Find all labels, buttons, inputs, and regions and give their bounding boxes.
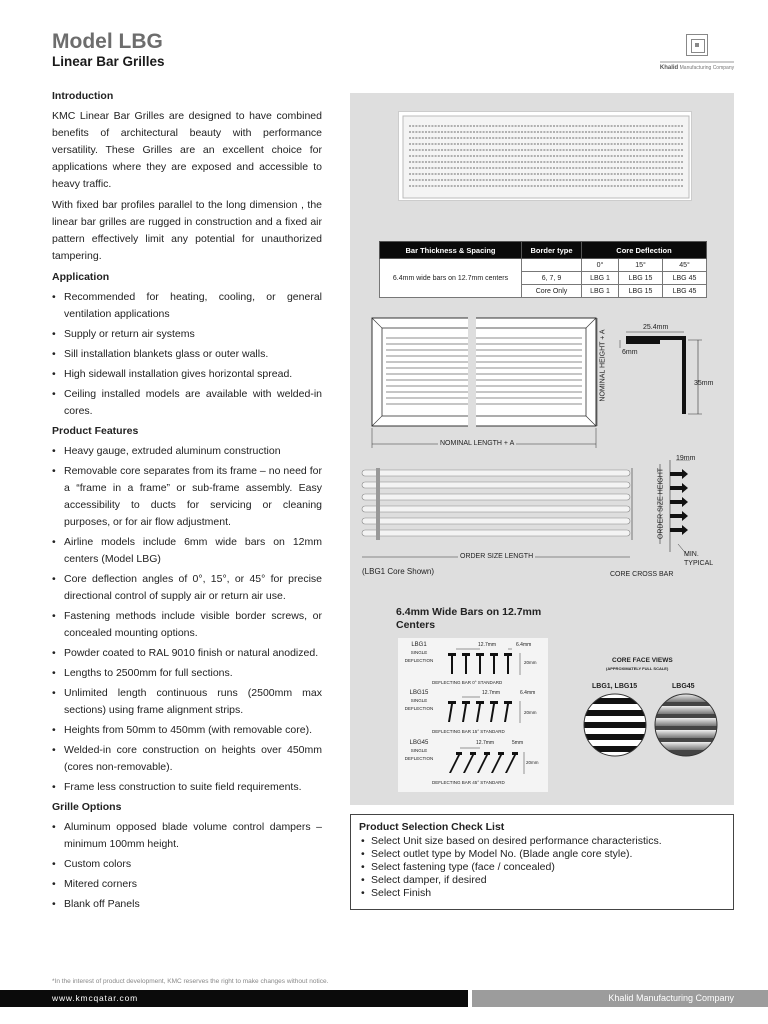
logo-square-icon [686,34,708,56]
list-item: • Lengths to 2500mm for full sections. [52,665,322,682]
lbg1-label: LBG1 SINGLE DEFLECTION [404,642,434,663]
list-item: • Custom colors [52,856,322,873]
features-list [52,443,322,796]
table-cell: LBG 15 [619,272,663,285]
features-heading: Product Features [52,425,139,437]
checklist-item: • Select outlet type by Model No. (Blade angle core style). [359,848,725,861]
list-item: • Heavy gauge, extruded aluminum construction [52,443,322,460]
min-typical-label: MIN. TYPICAL [684,551,714,567]
grille-photo-graphic [399,112,692,201]
application-heading: Application [52,271,110,283]
bars-section-title: 6.4mm Wide Bars on 12.7mm Centers [396,606,542,631]
list-item: • Heights from 50mm to 450mm (with removable core). [52,722,322,739]
lbg15-depth-label: 20mm [524,710,537,715]
table-cell: LBG 1 [582,272,619,285]
frame-section-drawing [610,320,720,420]
core-cross-bar-label: CORE CROSS BAR [610,571,674,578]
list-item: • Aluminum opposed blade volume control dampers – minimum 100mm height. [52,819,322,853]
list-item: • Powder coated to RAL 9010 finish or natural anodized. [52,645,322,662]
dim-19mm-label: 19mm [676,455,696,462]
lbg1-caption: DEFLECTING BAR 0° STANDARD [432,680,503,685]
list-item: • Supply or return air systems [52,326,322,343]
lbg45-label: LBG45 SINGLE DEFLECTION [404,740,434,761]
table-cell [522,259,582,272]
logo-arabic-text [660,61,734,63]
options-list [52,819,322,913]
list-item: • Unlimited length continuous runs (2500mm max sections) using frame alignment strips. [52,685,322,719]
footer-website[interactable]: www.kmcqatar.com [0,990,468,1007]
lbg45-spacing-label: 12.7mm [476,740,495,746]
core-face-views-graphic [582,692,728,758]
company-logo [656,34,738,71]
page-title: Model LBG [52,30,163,53]
lbg15-spacing-label: 12.7mm [482,690,501,696]
table-header: Bar Thickness & Spacing [380,242,522,259]
lbg1-depth-label: 20mm [524,660,537,665]
intro-paragraph-1: KMC Linear Bar Grilles are designed to have combined benefits of architectural beauty with performance versatility. These Grilles are an excellent choice for applications where they are exposed and accessible to heavy traffic. [52,110,322,190]
front-elevation-drawing [368,316,600,450]
list-item: • Fastening methods include visible border screws, or concealed mounting options. [52,608,322,642]
core-deflection-table [379,241,707,298]
checklist-item: • Select Unit size based on desired performance characteristics. [359,835,725,848]
list-item: • Removable core separates from its frame – no need for a “frame in a frame” or sub-frame assembly. Easy accessibility to ducts for servicing or cleaning purposes, or for air flow adjustment. [52,463,322,531]
checklist-item: • Select Finish [359,887,725,900]
table-cell: LBG 45 [663,285,707,298]
application-list [52,289,322,420]
list-item: • Recommended for heating, cooling, or general ventilation applications [52,289,322,323]
nominal-height-label: NOMINAL HEIGHT + A [600,321,607,411]
table-cell: 15° [619,259,663,272]
table-cell: Core Only [522,285,582,298]
list-item: • Sill installation blankets glass or outer walls. [52,346,322,363]
lbg1-spacing-label: 12.7mm [478,642,497,648]
core-face-views-subtitle: (APPROXIMATELY FULL SCALE) [606,666,669,671]
page-subtitle: Linear Bar Grilles [52,54,165,69]
selection-checklist [350,814,734,910]
table-cell: 6.4mm wide bars on 12.7mm centers [380,259,522,298]
list-item: • Airline models include 6mm wide bars on 12mm centers (Model LBG) [52,534,322,568]
lbg15-caption: DEFLECTING BAR 15° STANDARD [432,729,505,734]
core-view-label-2: LBG45 [672,683,695,690]
core-shown-label: (LBG1 Core Shown) [362,567,435,576]
options-heading: Grille Options [52,801,122,813]
lbg45-caption: DEFLECTING BAR 45° STANDARD [432,780,505,785]
table-cell: 45° [663,259,707,272]
lbg1-width-label: 6.4mm [516,642,532,648]
core-face-views-title: CORE FACE VIEWS [612,657,673,664]
intro-heading: Introduction [52,90,114,102]
table-cell: LBG 1 [582,285,619,298]
lbg15-width-label: 6.4mm [520,690,536,696]
lbg15-label: LBG15 SINGLE DEFLECTION [404,690,434,711]
checklist-title: Product Selection Check List [359,821,505,833]
order-size-length-label: ORDER SIZE LENGTH [460,553,534,560]
list-item: • Core deflection angles of 0°, 15°, or 45° for precise directional control of supply air or return air use. [52,571,322,605]
logo-wordmark: Khalid Manufacturing Company [659,65,735,71]
table-cell: LBG 45 [663,272,707,285]
dim-25mm-label: 25.4mm [643,324,669,331]
grille-photo [398,111,692,201]
list-item: • Frame less construction to suite field requirements. [52,779,322,796]
dim-6mm-label: 6mm [622,349,638,356]
list-item: • Ceiling installed models are available with welded-in cores. [52,386,322,420]
list-item: • High sidewall installation gives horizontal spread. [52,366,322,383]
core-view-label-1: LBG1, LBG15 [592,683,638,690]
table-header: Core Deflection [582,242,707,259]
lbg45-width-label: 5mm [512,740,524,746]
list-item: • Mitered corners [52,876,322,893]
table-cell: LBG 15 [619,285,663,298]
table-cell: 6, 7, 9 [522,272,582,285]
checklist-item: • Select fastening type (face / concealed) [359,861,725,874]
intro-paragraph-2: With fixed bar profiles parallel to the long dimension , the linear bar grilles are rugged in construction and a fixed air pattern effectively limit any potential for unauthorized tampering. [52,199,322,262]
dim-35mm-label: 35mm [694,380,714,387]
disclaimer-note: *In the interest of product development, KMC reserves the right to make changes without notice. [52,978,329,985]
lbg45-depth-label: 20mm [526,760,539,765]
table-cell: 0° [582,259,619,272]
footer-company: Khalid Manufacturing Company [472,990,768,1007]
core-elevation-drawing [360,460,740,575]
order-size-height-label: ORDER SIZE HEIGHT [657,467,665,540]
list-item: • Welded-in core construction on heights over 450mm (cores non-removable). [52,742,322,776]
table-header: Border type [522,242,582,259]
nominal-length-label: NOMINAL LENGTH + A [440,440,515,447]
left-column [52,88,322,916]
checklist-item: • Select damper, if desired [359,874,725,887]
list-item: • Blank off Panels [52,896,322,913]
